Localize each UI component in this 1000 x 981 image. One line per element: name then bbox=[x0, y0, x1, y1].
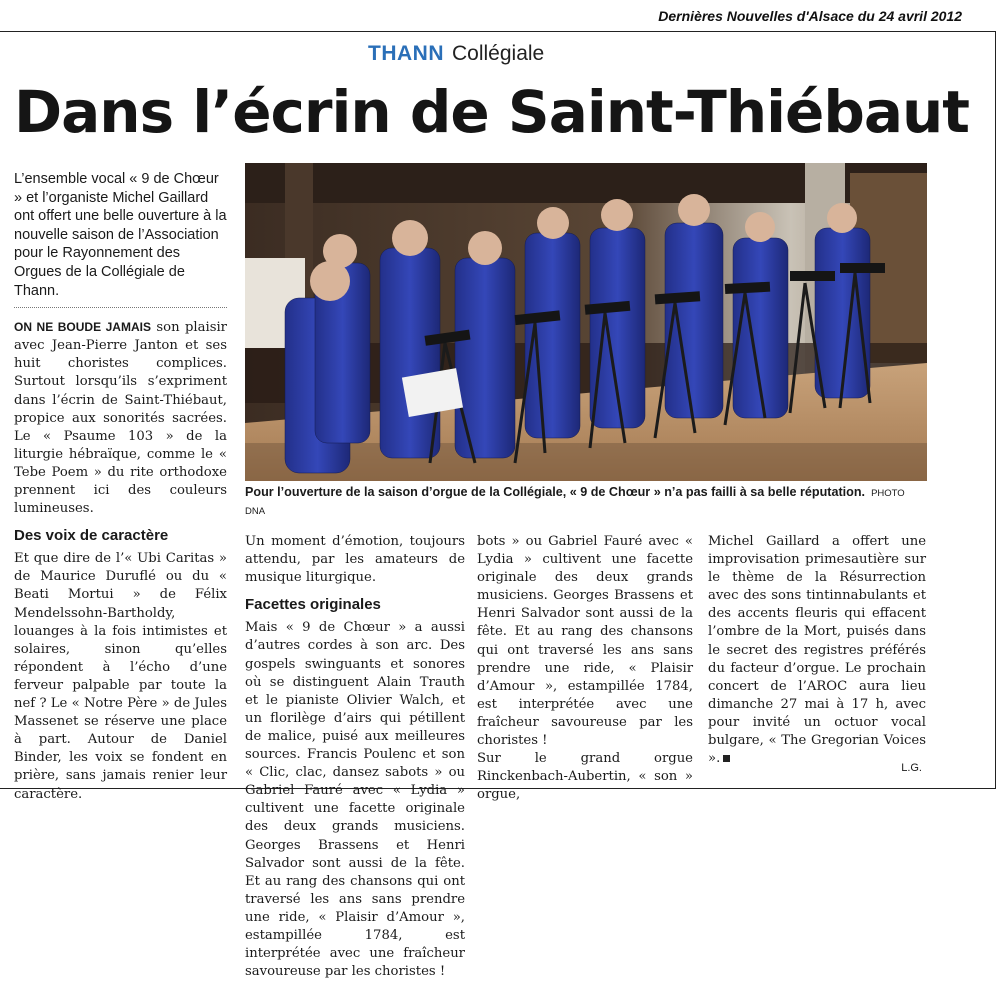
end-mark bbox=[723, 755, 730, 762]
photo-credit: PHOTO DNA bbox=[245, 488, 905, 517]
lead-paragraph: L’ensemble vocal « 9 de Chœur » et l’organiste Michel Gaillard ont offert une belle ouverture à la nouvelle saison de l’Association pour le Rayonnement des Orgues de la Collégiale de Thann. bbox=[14, 171, 227, 299]
choir-photo bbox=[245, 163, 927, 481]
kicker-city: THANN bbox=[368, 42, 444, 65]
column-4 bbox=[708, 533, 926, 768]
kicker bbox=[368, 42, 544, 66]
subheading-voix: Des voix de caractère bbox=[14, 527, 169, 545]
paragraph-2: Et que dire de l’« Ubi Caritas » de Maurice Duruflé ou du « Beati Mortui » de Félix Mendelssohn-Bartholdy, louanges à la fois intimistes et solaires, sinon qu’elles répondent à l’écho d’une ferveur palpable par toute la nef ? Le « Notre Père » de Jules Massenet se réserve une place à part. Autour de Daniel Binder, les voix se fondent en prière, sans jamais renier leur caractère. bbox=[14, 551, 227, 802]
column-1 bbox=[14, 170, 227, 804]
kicker-place: Collégiale bbox=[452, 42, 545, 65]
paragraph-5-start: Sur le grand orgue Rinckenbach-Aubertin, « son » orgue, bbox=[477, 751, 693, 803]
column-3 bbox=[477, 533, 693, 804]
source-line: Dernières Nouvelles d'Alsace du 24 avril 2012 bbox=[658, 8, 962, 24]
column-2 bbox=[245, 533, 465, 980]
paragraph-5-continued: Michel Gaillard a offert une improvisation primesautière sur le thème de la Résurrection avec des sons tintinnabulants et des accents fleuris qui effacent l’ombre de la Mort, puisés dans le secret des registres préférés du facteur d’orgue. Le prochain concert de l’AROC aura lieu dimanche 27 mai à 17 h, avec pour invité un octuor vocal bulgare, « The Gregorian Voices ». bbox=[708, 534, 926, 767]
lead-separator bbox=[14, 307, 227, 308]
paragraph-3: Un moment d’émotion, toujours attendu, par les amateurs de musique liturgique. bbox=[245, 534, 465, 586]
paragraph-4-continued: bots » ou Gabriel Fauré avec « Lydia » cultivent une facette originale des deux grands musiciens. Georges Brassens et Henri Salvador sont aussi de la fête. Et au rang des chansons qui ont traversé les ans sans prendre une ride, « Plaisir d’Amour », estampillée 1784, est interprétée avec une fraîcheur savoureuse par les choristes ! bbox=[477, 534, 693, 749]
paragraph-1 bbox=[14, 318, 227, 518]
headline: Dans l’écrin de Saint-Thiébaut bbox=[14, 78, 970, 146]
caption-text: Pour l’ouverture de la saison d’orgue de la Collégiale, « 9 de Chœur » n’a pas failli à sa belle réputation. bbox=[245, 485, 866, 499]
subheading-facettes: Facettes originales bbox=[245, 596, 381, 614]
photo-caption bbox=[245, 484, 927, 520]
author-signature: L.G. bbox=[901, 762, 922, 774]
run-in: ON NE BOUDE JAMAIS bbox=[14, 320, 151, 335]
paragraph-1-text: son plaisir avec Jean-Pierre Janton et ses huit choristes complices. Surtout lorsqu’ils s’expriment dans l’écrin de Saint-Thiébaut, propice aux sonorités sacrées. Le « Psaume 103 » de la liturgie hébraïque, comme le « Tebe Poem » du rite orthodoxe prennent ici des couleurs lumineuses. bbox=[14, 320, 227, 517]
paragraph-4: Mais « 9 de Chœur » a aussi d’autres cordes à son arc. Des gospels swinguants et sonores où se distinguent Alain Trauth et le pianiste Olivier Walch, et un florilège d’airs qui pétillent de malice, puisé aux meilleures sources. Francis Poulenc et son « Clic, clac, dansez sabots » ou Gabriel Fauré avec « Lydia » cultivent une facette originale des deux grands musiciens. Georges Brassens et Henri Salvador sont aussi de la fête. Et au rang des chansons qui ont traversé les ans sans prendre une ride, « Plaisir d’Amour », estampillée 1784, est interprétée avec une fraîcheur savoureuse par les choristes ! bbox=[245, 620, 465, 980]
